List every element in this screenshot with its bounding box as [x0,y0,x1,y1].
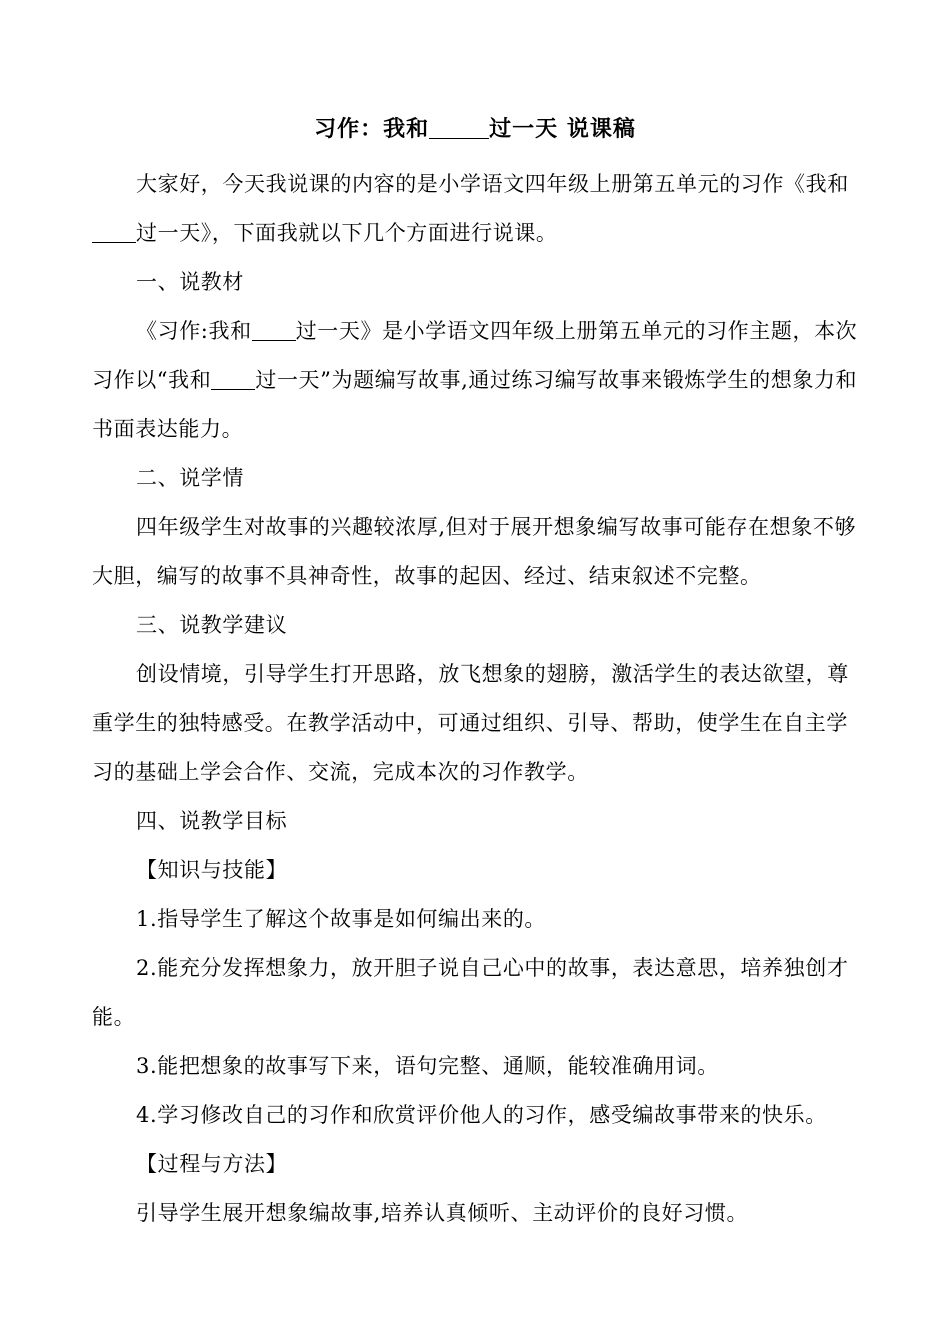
title-suffix: 过一天 说课稿 [489,117,636,142]
goal-item: 4.学习修改自己的习作和欣赏评价他人的习作，感受编故事带来的快乐。 [136,1103,827,1127]
goal-item: 1.指导学生了解这个故事是如何编出来的。 [136,907,547,931]
fill-blank [211,366,255,390]
title-prefix: 习作：我和 [314,117,430,142]
section-heading-goals: 四、说教学目标 [136,809,288,833]
intro-paragraph: 大家好，今天我说课的内容的是小学语文四年级上册第五单元的习作《我和过一天》，下面我就以下几个方面进行说课。 [92,160,862,258]
process-heading: 【过程与方法】 [136,1152,288,1176]
section-heading-students: 二、说学情 [136,466,244,490]
fill-blank [92,219,136,243]
document-body [92,160,862,1238]
goal-item: 3.能把想象的故事写下来，语句完整、通顺，能较准确用词。 [136,1054,719,1078]
knowledge-heading: 【知识与技能】 [136,858,288,882]
section-heading-suggestion: 三、说教学建议 [136,613,288,637]
textbook-paragraph: 《习作:我和 过一天》是小学语文四年级上册第五单元的习作主题，本次习作以“我和 过一天”为题编写故事,通过练习编写故事来锻炼学生的想象力和书面表达能力。 [92,319,858,441]
goal-item: 2.能充分发挥想象力，放开胆子说自己心中的故事，表达意思，培养独创才能。 [92,956,849,1029]
document-title [0,112,950,143]
section-heading-textbook: 一、说教材 [136,270,244,294]
title-blank [429,114,489,139]
process-paragraph: 引导学生展开想象编故事,培养认真倾听、主动评价的良好习惯。 [136,1201,749,1225]
suggestion-paragraph: 创设情境，引导学生打开思路，放飞想象的翅膀，激活学生的表达欲望，尊重学生的独特感受。在教学活动中，可通过组织、引导、帮助，使学生在自主学习的基础上学会合作、交流，完成本次的习作教学。 [92,662,849,784]
students-paragraph: 四年级学生对故事的兴趣较浓厚,但对于展开想象编写故事可能存在想象不够大胆，编写的故事不具神奇性，故事的起因、经过、结束叙述不完整。 [92,515,857,588]
fill-blank [252,317,296,341]
